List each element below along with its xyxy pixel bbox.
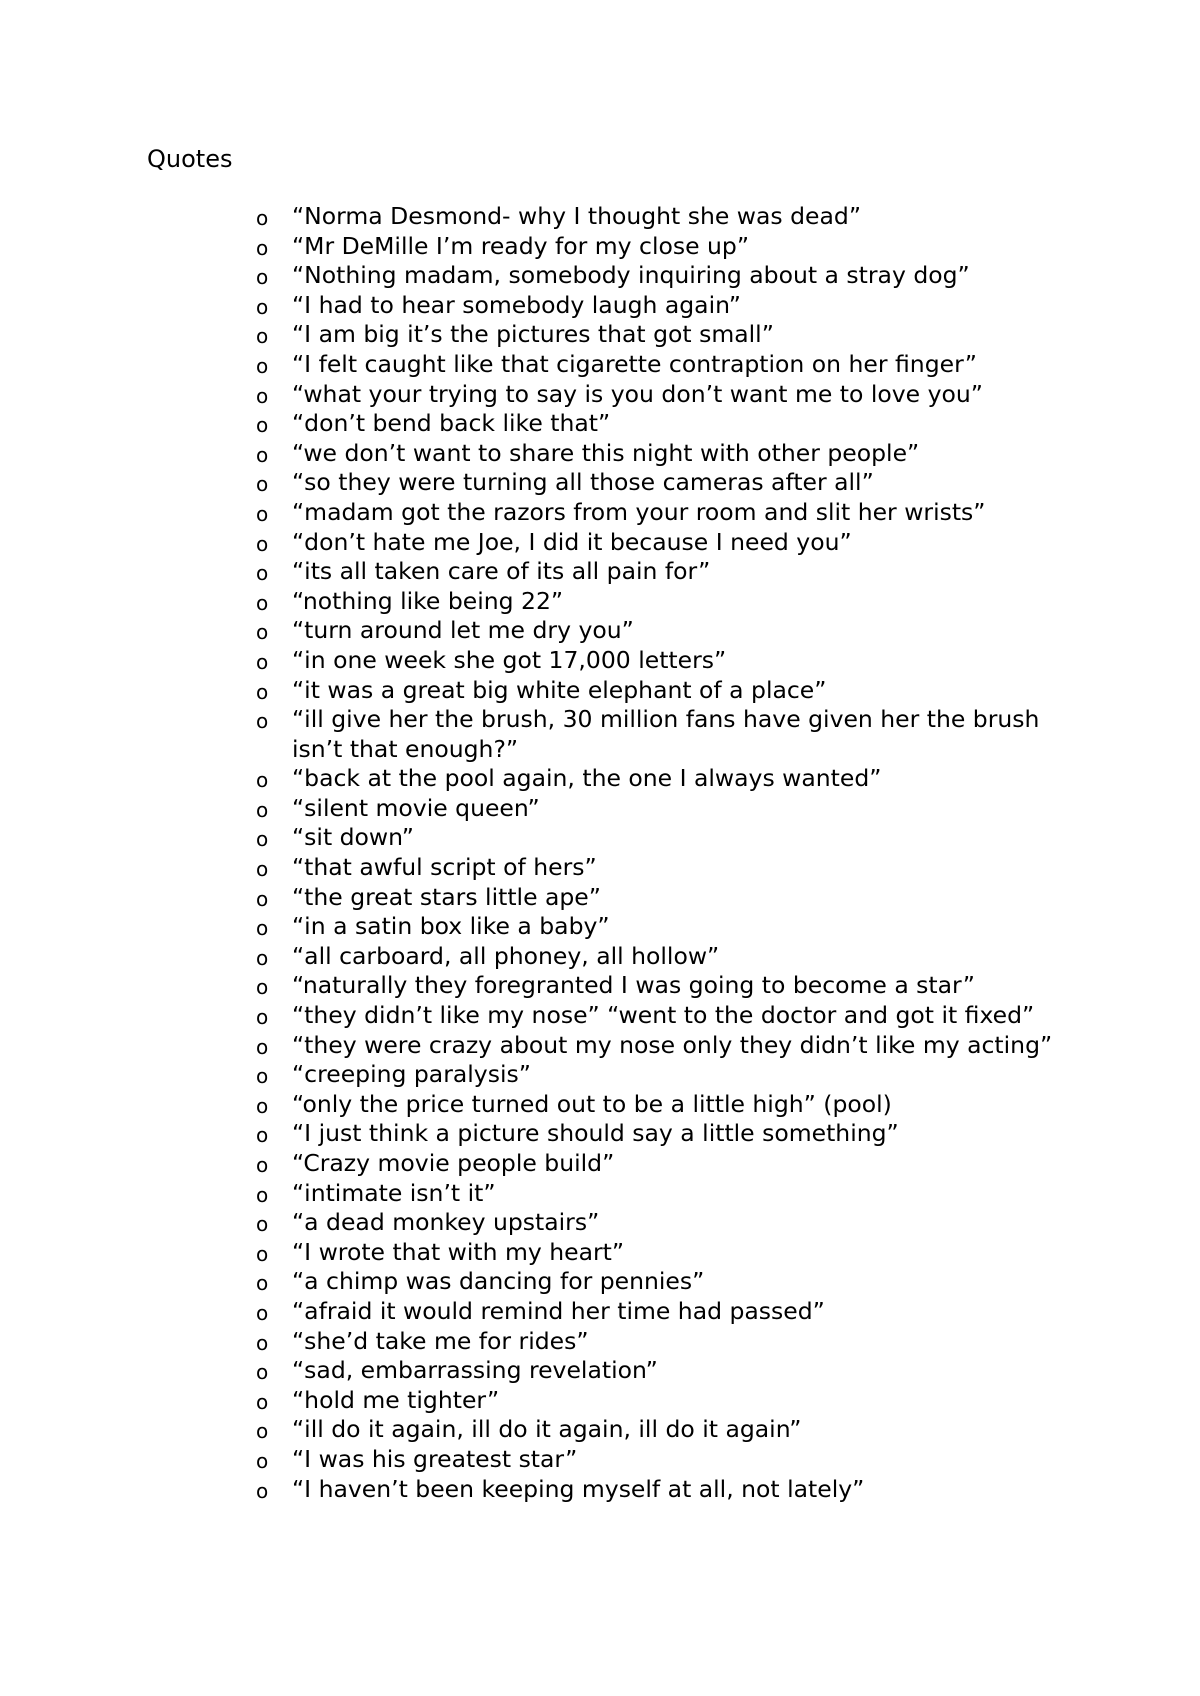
list-item xyxy=(0,764,1200,794)
bullet-icon: o xyxy=(256,206,269,230)
quote-text: “it was a great big white elephant of a place” xyxy=(292,675,827,704)
quote-text: “I haven’t been keeping myself at all, not lately” xyxy=(292,1474,865,1503)
list-item xyxy=(0,261,1200,291)
bullet-icon: o xyxy=(256,1182,269,1207)
list-item xyxy=(0,1445,1200,1475)
bullet-icon: o xyxy=(256,590,269,615)
list-item xyxy=(0,971,1200,1001)
quote-text: “in one week she got 17,000 letters” xyxy=(292,645,727,674)
list-item xyxy=(0,942,1200,972)
quote-text: “what your trying to say is you don’t want me to love you” xyxy=(292,379,983,408)
bullet-icon: o xyxy=(256,945,269,970)
list-item xyxy=(0,1119,1200,1149)
list-item xyxy=(0,616,1200,646)
list-item xyxy=(0,1090,1200,1120)
list-item xyxy=(0,291,1200,321)
quote-text: “intimate isn’t it” xyxy=(292,1178,496,1207)
quote-text: “sad, embarrassing revelation” xyxy=(292,1356,658,1385)
quote-text: “a dead monkey upstairs” xyxy=(292,1208,600,1237)
bullet-icon: o xyxy=(256,1153,269,1177)
list-item xyxy=(0,1179,1200,1209)
list-item xyxy=(0,498,1200,528)
list-item xyxy=(0,528,1200,558)
list-item xyxy=(0,557,1200,587)
document-heading: Quotes xyxy=(147,145,233,173)
bullet-icon: o xyxy=(256,1448,269,1473)
list-item xyxy=(0,794,1200,824)
quote-text: “Mr DeMille I’m ready for my close up” xyxy=(292,231,750,260)
quote-text: “I felt caught like that cigarette contraption on her finger” xyxy=(292,349,977,378)
bullet-icon: o xyxy=(256,916,269,941)
bullet-icon: o xyxy=(256,1360,269,1385)
list-item xyxy=(0,1327,1200,1357)
list-item xyxy=(0,1475,1200,1505)
quote-text: “I was his greatest star” xyxy=(292,1444,578,1473)
bullet-icon: o xyxy=(256,1005,269,1030)
list-item xyxy=(0,320,1200,350)
list-item xyxy=(0,853,1200,883)
quote-text: “don’t bend back like that” xyxy=(292,409,611,438)
bullet-icon: o xyxy=(256,1330,269,1355)
list-item xyxy=(0,1386,1200,1416)
quote-text: “Nothing madam, somebody inquiring about a stray dog” xyxy=(292,261,970,290)
list-item xyxy=(0,1267,1200,1297)
bullet-icon: o xyxy=(256,353,269,378)
quote-text: “hold me tighter” xyxy=(292,1385,500,1414)
bullet-icon: o xyxy=(256,709,269,734)
bullet-icon: o xyxy=(256,1389,269,1414)
bullet-icon: o xyxy=(256,265,269,290)
bullet-icon: o xyxy=(256,1300,269,1325)
list-item xyxy=(0,912,1200,942)
bullet-icon: o xyxy=(256,649,269,674)
bullet-icon: o xyxy=(256,857,269,882)
bullet-icon: o xyxy=(256,501,269,526)
list-item xyxy=(0,676,1200,706)
quote-text: “nothing like being 22” xyxy=(292,586,564,615)
list-item xyxy=(0,380,1200,410)
quote-text: “Crazy movie people build” xyxy=(292,1149,615,1177)
quote-text: “that awful script of hers” xyxy=(292,853,597,882)
bullet-icon: o xyxy=(256,1271,269,1296)
bullet-icon: o xyxy=(256,472,269,497)
list-item xyxy=(0,1238,1200,1268)
list-item xyxy=(0,468,1200,498)
quote-text: “ill give her the brush, 30 million fans have given her the brush isn’t that enough?” xyxy=(292,705,1040,763)
bullet-icon: o xyxy=(256,1034,269,1059)
quote-text: “silent movie queen” xyxy=(292,793,540,822)
quote-text: “I had to hear somebody laugh again” xyxy=(292,290,741,319)
bullet-icon: o xyxy=(256,1241,269,1266)
quote-text: “Norma Desmond- why I thought she was dead” xyxy=(292,202,862,230)
quote-list xyxy=(0,202,1200,1504)
quote-text: “in a satin box like a baby” xyxy=(292,912,610,941)
quote-text: “back at the pool again, the one I always wanted” xyxy=(292,764,882,793)
bullet-icon: o xyxy=(256,1419,269,1444)
quote-text: “afraid it would remind her time had passed” xyxy=(292,1296,825,1325)
bullet-icon: o xyxy=(256,1093,269,1118)
quote-text: “we don’t want to share this night with other people” xyxy=(292,438,920,467)
quote-text: “they were crazy about my nose only they didn’t like my acting” xyxy=(292,1030,1053,1059)
bullet-icon: o xyxy=(256,1064,269,1089)
quote-text: “creeping paralysis” xyxy=(292,1060,531,1089)
bullet-icon: o xyxy=(256,797,269,822)
list-item xyxy=(0,1001,1200,1031)
list-item xyxy=(0,1060,1200,1090)
bullet-icon: o xyxy=(256,1478,269,1503)
quote-text: “naturally they foregranted I was going to become a star” xyxy=(292,971,975,1000)
bullet-icon: o xyxy=(256,886,269,911)
quote-text: “its all taken care of its all pain for” xyxy=(292,557,711,586)
list-item xyxy=(0,350,1200,380)
list-item xyxy=(0,439,1200,469)
bullet-icon: o xyxy=(256,561,269,586)
bullet-icon: o xyxy=(256,620,269,645)
bullet-icon: o xyxy=(256,531,269,556)
quote-text: “madam got the razors from your room and slit her wrists” xyxy=(292,497,986,526)
quote-text: “turn around let me dry you” xyxy=(292,616,634,645)
list-item xyxy=(0,1356,1200,1386)
list-item xyxy=(0,1297,1200,1327)
quote-text: “don’t hate me Joe, I did it because I need you” xyxy=(292,527,852,556)
bullet-icon: o xyxy=(256,413,269,438)
list-item xyxy=(0,1208,1200,1238)
quote-text: “I am big it’s the pictures that got small” xyxy=(292,320,774,349)
quote-text: “only the price turned out to be a little high” (pool) xyxy=(292,1089,892,1118)
bullet-icon: o xyxy=(256,975,269,1000)
list-item xyxy=(0,202,1200,232)
list-item xyxy=(0,1149,1200,1179)
list-item xyxy=(0,1415,1200,1445)
quote-text: “all carboard, all phoney, all hollow” xyxy=(292,941,720,970)
bullet-icon: o xyxy=(256,1123,269,1148)
bullet-icon: o xyxy=(256,324,269,349)
quote-text: “she’d take me for rides” xyxy=(292,1326,589,1355)
bullet-icon: o xyxy=(256,679,269,704)
list-item xyxy=(0,705,1200,764)
list-item xyxy=(0,646,1200,676)
list-item xyxy=(0,587,1200,617)
bullet-icon: o xyxy=(256,1212,269,1237)
quote-text: “sit down” xyxy=(292,823,414,852)
quote-text: “a chimp was dancing for pennies” xyxy=(292,1267,705,1296)
bullet-icon: o xyxy=(256,768,269,793)
bullet-icon: o xyxy=(256,442,269,467)
quote-text: “ill do it again, ill do it again, ill do it again” xyxy=(292,1415,802,1444)
list-item xyxy=(0,409,1200,439)
bullet-icon: o xyxy=(256,827,269,852)
bullet-icon: o xyxy=(256,235,269,260)
list-item xyxy=(0,883,1200,913)
bullet-icon: o xyxy=(256,383,269,408)
quote-text: “they didn’t like my nose” “went to the doctor and got it fixed” xyxy=(292,1001,1035,1030)
quote-text: “so they were turning all those cameras after all” xyxy=(292,468,874,497)
quote-text: “the great stars little ape” xyxy=(292,882,601,911)
quote-text: “I just think a picture should say a little something” xyxy=(292,1119,899,1148)
list-item xyxy=(0,1031,1200,1061)
list-item xyxy=(0,232,1200,262)
list-item xyxy=(0,823,1200,853)
bullet-icon: o xyxy=(256,294,269,319)
quote-text: “I wrote that with my heart” xyxy=(292,1237,625,1266)
